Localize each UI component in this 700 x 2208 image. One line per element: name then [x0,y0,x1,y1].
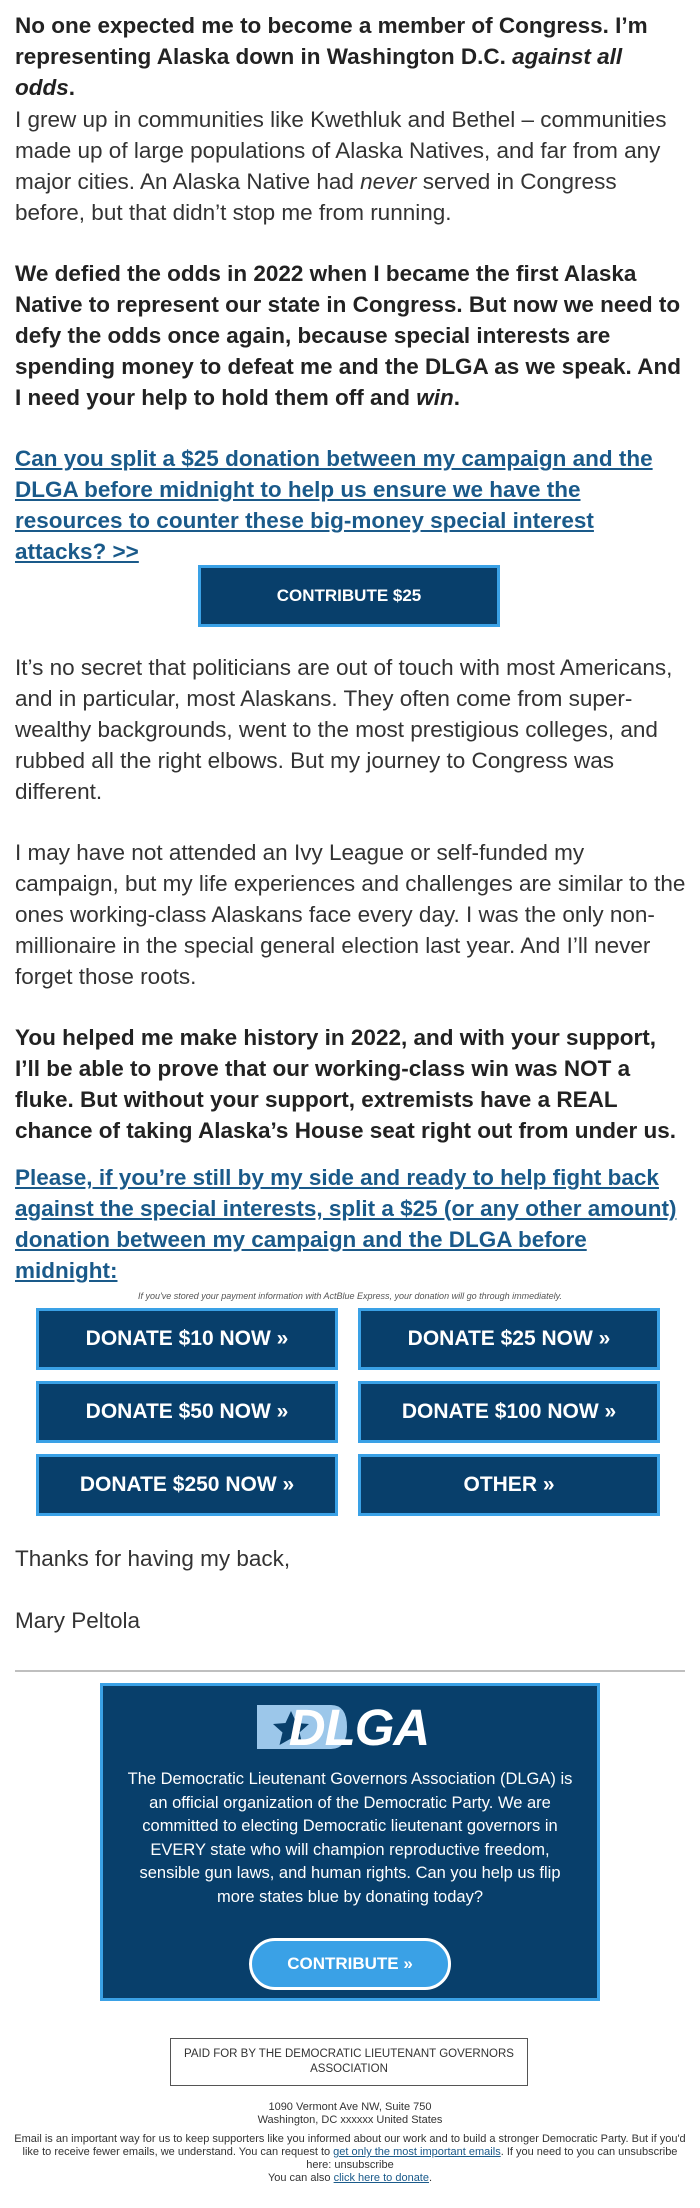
donate-footer-period: . [428,2172,433,2184]
dlga-logo [255,1697,451,1757]
dlga-description: The Democratic Lieutenant Governors Association (DLGA) is an official organization of the Democratic Party. We are committed to electing Democratic lieutenant governors in EVERY state who will champion reproductive freedom, sensible gun laws, and human rights. Can you help us flip more states blue by donating today? [127,1770,573,1906]
dlga-logo-text: DLGA [288,1699,430,1756]
p3-period: . [453,385,461,410]
contribute-25-button[interactable]: CONTRIBUTE $25 [198,565,500,627]
donate-other-button[interactable]: OTHER » [358,1454,660,1516]
dlga-contribute-button[interactable]: CONTRIBUTE » [249,1938,451,1990]
actblue-note: If you've stored your payment information with ActBlue Express, your donation will go through immediately. [138,1291,562,1301]
address-line-1: 1090 Vermont Ave NW, Suite 750 [268,2101,432,2113]
donate-50-button[interactable]: DONATE $50 NOW » [36,1381,338,1443]
donation-link-1[interactable]: Can you split a $25 donation between my campaign and the DLGA before midnight to help us ensure we have the resources to counter these big-money special interest attacks? >> [15,446,653,564]
paid-for-box: PAID FOR BY THE DEMOCRATIC LIEUTENANT GOVERNORS ASSOCIATION [170,2038,528,2086]
signoff-thanks: Thanks for having my back, [15,1546,291,1571]
donation-link-2[interactable]: Please, if you’re still by my side and ready to help fight back against the special interests, split a $25 (or any other amount) donation between my campaign and the DLGA before midnight: [15,1165,677,1283]
address-line-2: Washington, DC xxxxxx United States [257,2114,443,2126]
paragraph-4: It’s no secret that politicians are out of touch with most Americans, and in particular, most Alaskans. They often come from super-wealthy backgrounds, went to the most prestigious colleges, and rubbed all the right elbows. But my journey to Congress was different. [15,655,673,804]
intro-text: No one expected me to become a member of Congress. I’m representing Alaska down in Washington D.C. [15,13,648,69]
p2-text-a: I grew up in communities like Kwethluk and Bethel – communities made up of large populations of Alaska Natives, and far from any major cities. An Alaska Native had [15,107,667,194]
donate-footer-text: You can also [267,2172,334,2184]
p3-text: We defied the odds in 2022 when I became the first Alaska Native to represent our state in Congress. But now we need to defy the odds once again, because special interests are spending money to defeat me and the DLGA as we speak. And I need your help to hold them off and [15,261,681,410]
donate-250-button[interactable]: DONATE $250 NOW » [36,1454,338,1516]
p2-emphasis: never [360,169,417,194]
paragraph-2 [15,104,687,228]
paragraph-6: You helped me make history in 2022, and with your support, I’ll be able to prove that our working-class win was NOT a fluke. But without your support, extremists have a REAL chance of taking Alaska’s House seat right out from under us. [15,1025,676,1143]
donate-100-button[interactable]: DONATE $100 NOW » [358,1381,660,1443]
paragraph-5: I may have not attended an Ivy League or self-funded my campaign, but my life experiences and challenges are similar to the ones working-class Alaskans face every day. I was the only non-millionaire in the special general election last year. And I’ll never forget those roots. [15,840,686,989]
divider [15,1670,685,1672]
dlga-promo-box [100,1683,600,2001]
donation-link-1-wrap [15,443,687,567]
donate-footer [0,2172,700,2185]
email-pref-text-a: Email is an important way for us to keep supporters like you informed about our work and to build a stronger Democratic Party. But if you'd like to receive fewer emails, we understand. You can request to [14,2133,686,2158]
p2-text-b: served in Congress before, but that didn’t stop me from running. [15,169,617,225]
important-emails-link[interactable]: get only the most important emails [333,2146,501,2158]
email-preferences [14,2133,686,2172]
click-here-donate-link[interactable]: click here to donate [333,2172,429,2184]
p3-emphasis: win [416,385,454,410]
donation-link-2-wrap [15,1162,687,1286]
donate-10-button[interactable]: DONATE $10 NOW » [36,1308,338,1370]
intro-emphasis: against all odds [15,44,623,100]
intro-paragraph-1 [15,10,687,103]
donate-25-button[interactable]: DONATE $25 NOW » [358,1308,660,1370]
intro-period: . [68,75,76,100]
signoff-name: Mary Peltola [15,1608,141,1633]
paragraph-3 [15,258,687,413]
email-pref-text-b: . If you need to you can unsubscribe here: unsubscribe [306,2146,678,2171]
